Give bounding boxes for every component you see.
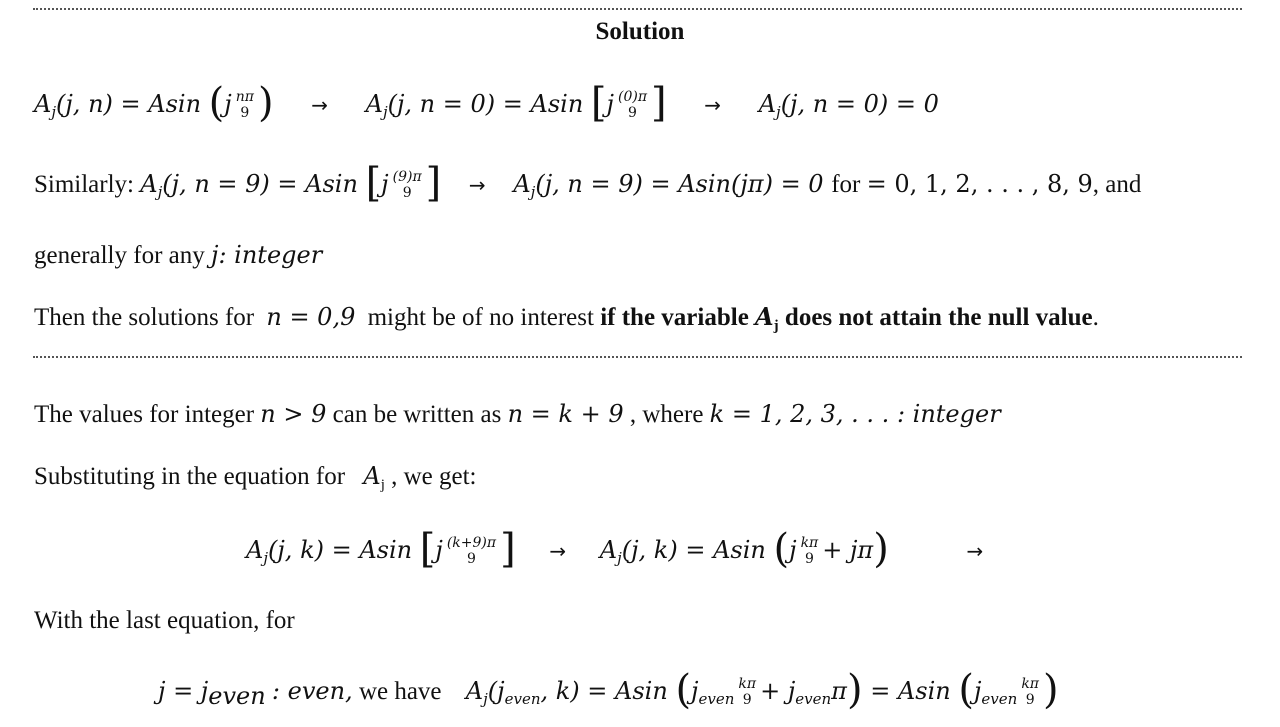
equation-text: (j, n = 9) = Asin(jπ) = 0 (535, 170, 824, 198)
right-arrow-icon: → (704, 93, 722, 117)
fraction: kπ 9 (738, 676, 757, 708)
equation-line-7: $A_j(j$, k) = Asin [j (k+9)π 9 ] → $A_j(j$, k) = Asin (j kπ 9 + jπ) → (246, 526, 984, 572)
fraction: kπ 9 (800, 535, 819, 567)
right-arrow-icon: → (549, 539, 567, 563)
equation-text: (j, n = 9) = Asin (162, 170, 358, 198)
equation-text: (j, k) = Asin (268, 536, 413, 564)
text-line-5: The values for integer n > 9 can be written as n = k + 9 , where k = 1, 2, 3, . . . : integer (34, 400, 1001, 428)
fraction: (0)π 9 (617, 89, 648, 121)
equation-text: (j, n) = Asin (56, 90, 202, 118)
middle-dotted-divider (33, 356, 1242, 358)
fraction: (k+9)π 9 (446, 535, 497, 567)
equation-line-1: $A_j(j$, n) = Asin (j nπ 9 ) → $A_j(j$, n = 0) = Asin [j (0)π 9 ] → $A_j(j$, n = 0) = 0 (34, 80, 939, 126)
equation-text: (j, n = 0) = Asin (387, 90, 584, 118)
right-arrow-icon: → (311, 93, 328, 117)
text-line-6: Substituting in the equation for $A_j$ , we get: (34, 462, 477, 493)
fraction: nπ 9 (235, 89, 254, 121)
right-arrow-icon: → (468, 173, 486, 197)
text-line-3: generally for any j: integer (34, 241, 323, 269)
equation-text: (j, k) = Asin (621, 536, 766, 564)
right-arrow-icon: → (966, 539, 984, 563)
label-similarly: Similarly: (34, 171, 134, 198)
var-a: A (34, 90, 52, 118)
equation-line-2: Similarly: $A_j(j$, n = 9) = Asin [j (9)π 9 ] → $A_j(j$, n = 9) = Asin(jπ) = 0 for = 0, 1, 2, . . . , 8, 9, and (34, 160, 1142, 206)
fraction: (9)π 9 (392, 169, 422, 201)
top-dotted-divider (33, 8, 1242, 10)
page-title: Solution (595, 18, 685, 45)
equation-text: (j, n = 0) = 0 (780, 90, 939, 118)
equation-line-9: $j = j_{even}$ : even, we have $A_j(j_{even}$, k) = Asin ($j_{even}$ kπ 9 + $j_{even}\pi) = Asin$ ($j_{even}$ kπ 9 ) (158, 667, 1059, 713)
fraction: kπ 9 (1021, 676, 1039, 708)
text-line-4: Then the solutions for n = 0,9 might be of no interest if the variable $A_j$ does not attain the null value. (34, 302, 1099, 334)
sub-j: j (51, 103, 56, 121)
text-line-8: With the last equation, for (34, 607, 295, 634)
